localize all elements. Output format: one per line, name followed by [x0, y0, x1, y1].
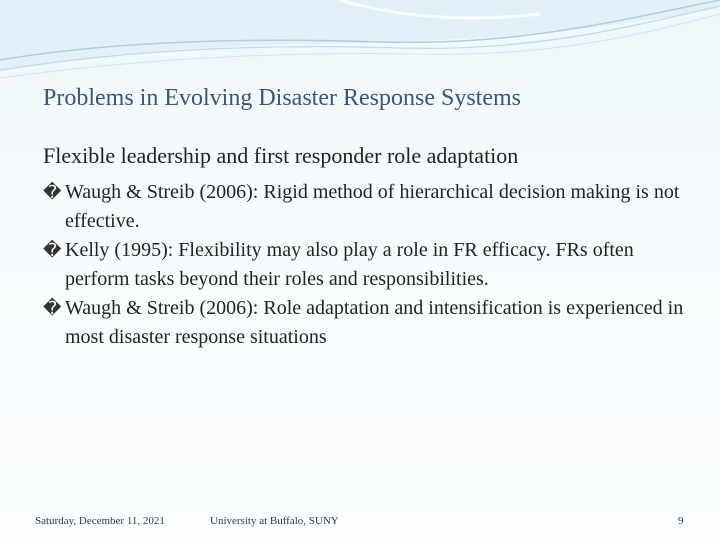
bullet-glyph-icon: � — [43, 298, 62, 319]
bullet-list — [43, 178, 693, 352]
bullet-item — [43, 236, 693, 294]
footer-date: Saturday, December 11, 2021 — [35, 515, 165, 527]
footer-page-number: 9 — [678, 515, 684, 527]
slide-title: Problems in Evolving Disaster Response Systems — [43, 85, 521, 111]
bullet-glyph-icon: � — [43, 182, 62, 203]
bullet-text: Waugh & Streib (2006): Rigid method of hierarchical decision making is not effective. — [65, 181, 680, 232]
slide-subheading: Flexible leadership and first responder role adaptation — [43, 143, 519, 168]
bullet-item — [43, 178, 693, 236]
bullet-item — [43, 294, 693, 352]
header-wave-decoration — [0, 0, 720, 90]
bullet-glyph-icon: � — [43, 240, 62, 261]
footer-organization: University at Buffalo, SUNY — [210, 515, 339, 527]
bullet-text: Waugh & Streib (2006): Role adaptation and intensification is experienced in most disaster response situations — [65, 297, 684, 348]
bullet-text: Kelly (1995): Flexibility may also play a role in FR efficacy. FRs often perform tasks beyond their roles and responsibilities. — [65, 239, 634, 290]
